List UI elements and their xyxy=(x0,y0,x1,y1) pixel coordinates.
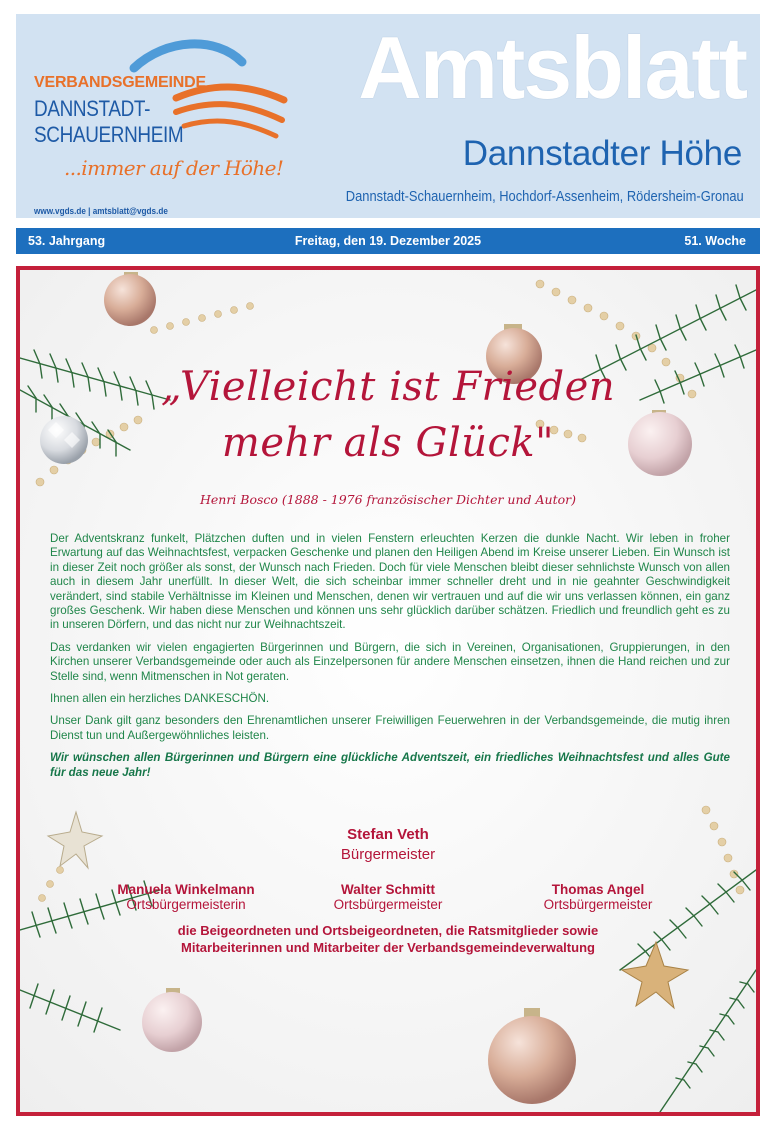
masthead xyxy=(16,14,760,218)
logo-slogan: ...immer auf der Höhe! xyxy=(64,156,284,180)
logo-line3: SCHAUERNHEIM xyxy=(34,122,184,147)
signature-center xyxy=(298,882,478,912)
signer-role: Ortsbürgermeisterin xyxy=(126,897,246,912)
signer-name: Walter Schmitt xyxy=(340,882,435,897)
footer-line2: Mitarbeiterinnen und Mitarbeiter der Verbandsgemeindeverwaltung xyxy=(181,940,595,955)
christmas-greeting-card xyxy=(16,266,760,1116)
paragraph: Unser Dank gilt ganz besonders den Ehrenamtlichen unserer Freiwilligen Feuerwehren in der Verbandsgemeinde, die mutig ihren Dienst tun und Außergewöhnliches leisten. xyxy=(50,714,730,742)
paragraph: Ihnen allen ein herzliches DANKESCHÖN. xyxy=(50,692,270,706)
signature-left xyxy=(96,882,276,912)
issue-week: 51. Woche xyxy=(684,234,746,248)
publication-towns: Dannstadt-Schauernheim, Hochdorf-Assenheim, Rödersheim-Gronau xyxy=(346,188,744,205)
signature-right xyxy=(508,882,688,912)
signer-name: Stefan Veth xyxy=(347,826,429,843)
quote-line1: „Vielleicht ist Frieden xyxy=(160,364,616,410)
publication-title: Amtsblatt xyxy=(358,18,746,117)
issue-volume: 53. Jahrgang xyxy=(28,234,106,248)
signer-name: Thomas Angel xyxy=(551,882,645,897)
signer-role: Ortsbürgermeister xyxy=(543,897,653,912)
signer-role: Ortsbürgermeister xyxy=(333,897,443,912)
signature-footer xyxy=(20,922,756,956)
paragraph: Das verdanken wir vielen engagierten Bürgerinnen und Bürgern, die sich in Vereinen, Organisationen, Gruppierungen, in den Kirchen unserer Verbandsgemeinde oder auch als Einzelpersonen für andere Menschen einsetzen, ihnen die Hand reichen und zur Stelle sind, wenn Mitmenschen in Not geraten. xyxy=(50,640,730,683)
logo-line1: VERBANDSGEMEINDE xyxy=(34,74,206,91)
publication-subtitle: Dannstadter Höhe xyxy=(462,134,742,173)
greeting-body xyxy=(50,532,730,788)
signer-role: Bürgermeister xyxy=(340,846,436,863)
verbandsgemeinde-logo xyxy=(26,28,288,217)
closing-wish: Wir wünschen allen Bürgerinnen und Bürgern eine glückliche Adventszeit, ein friedliches Weihnachtsfest und alles Gute für das neue Jahr! xyxy=(50,751,730,779)
paragraph: Der Adventskranz funkelt, Plätzchen duften und in vielen Fenstern erleuchten Kerzen die dunkle Nacht. Wir leben in froher Erwartung auf das Weihnachtsfest, verpacken Geschenke und planen den Heiligen Abend im Kreise unserer Lieben. Ein Wunsch ist in dieser Zeit noch größer als sonst, der Wunsch nach Frieden. Doch für viele Menschen bleibt dieser sehnlichste Wunsch von allen auch in diesem Jahr unerfüllt. In dieser Welt, die sich scheinbar immer schneller dreht und in nie geahnter Geschwindigkeit verändert, sind stabile Verhältnisse im Kleinen und Menschen, denen wir vertrauen und auf die wir uns verlassen können, ein ganz großes Geschenk. Wir haben diese Menschen und können uns sehr glücklich darüber schätzen. Friedlich und freundlich geht es zu in unseren Dörfern, und das nicht nur zur Weihnachtszeit. xyxy=(50,532,730,632)
issue-info-bar xyxy=(16,228,760,254)
logo-line2: DANNSTADT- xyxy=(34,96,151,121)
signer-name: Manuela Winkelmann xyxy=(117,882,255,897)
quote-author: Henri Bosco (1888 - 1976 französischer Dichter und Autor) xyxy=(199,492,576,507)
quote-line2: mehr als Glück" xyxy=(221,420,555,466)
footer-line1: die Beigeordneten und Ortsbeigeordneten, die Ratsmitglieder sowie xyxy=(177,923,599,938)
logo-web-contact[interactable]: www.vgds.de | amtsblatt@vgds.de xyxy=(34,206,168,217)
issue-date: Freitag, den 19. Dezember 2025 xyxy=(294,234,482,248)
signature-mayor xyxy=(20,826,756,863)
